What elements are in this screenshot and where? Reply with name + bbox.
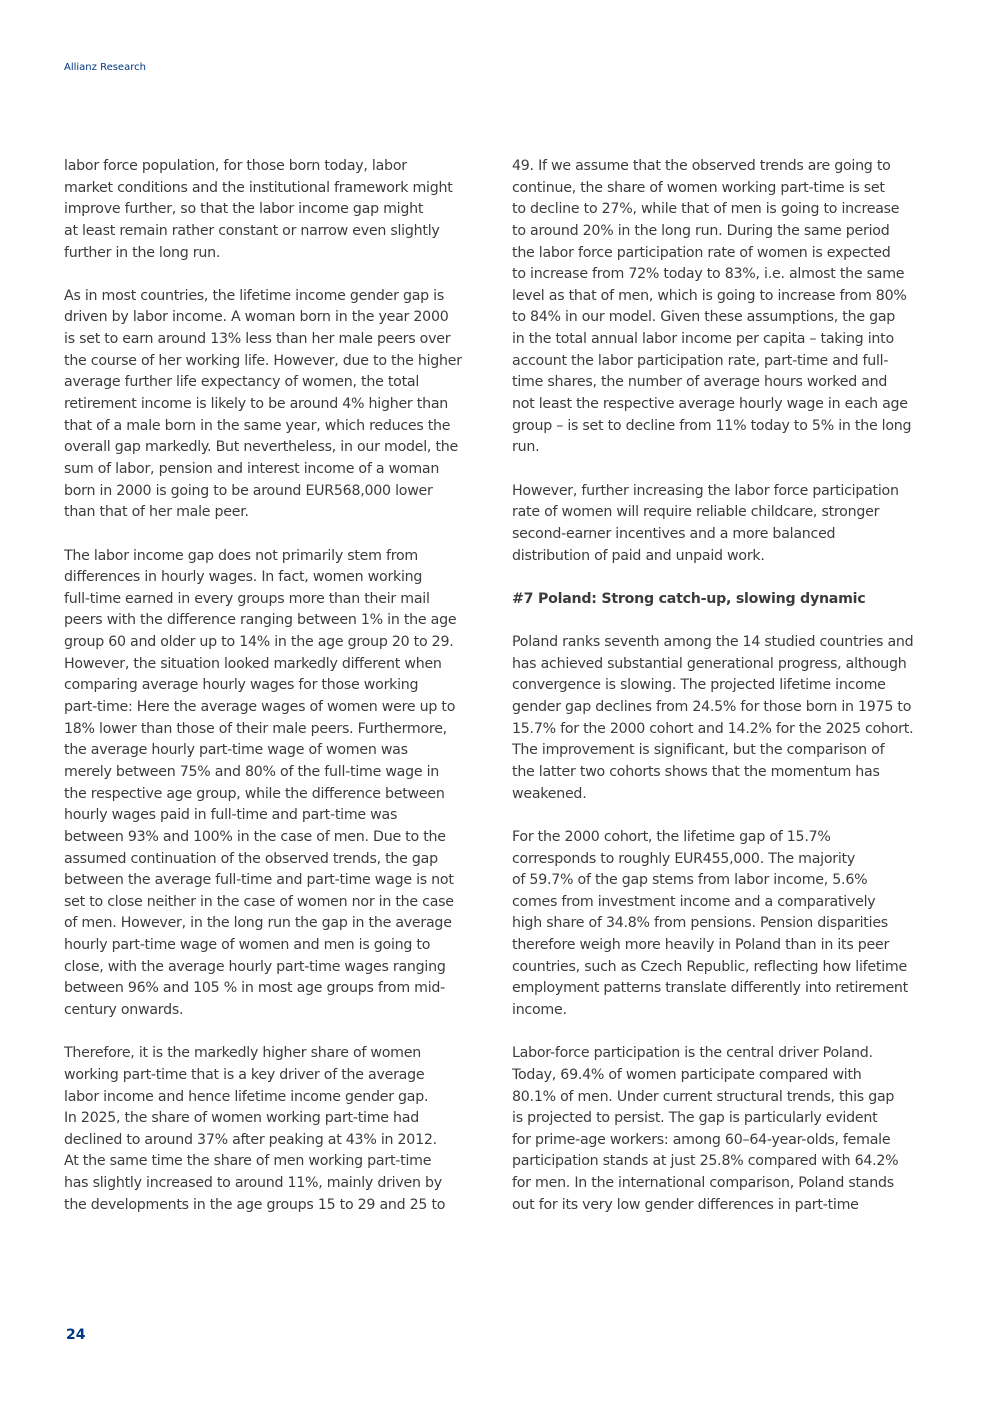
text-line: employment patterns translate differently into retirement <box>512 980 908 997</box>
text-line: overall gap markedly. But nevertheless, in our model, the <box>64 439 458 456</box>
text-line: comes from investment income and a comparatively <box>512 893 876 910</box>
text-line: As in most countries, the lifetime income gender gap is <box>64 287 444 304</box>
text-line: Labor-force participation is the central driver Poland. <box>512 1045 873 1062</box>
text-line: countries, such as Czech Republic, reflecting how lifetime <box>512 958 907 975</box>
text-line: working part-time that is a key driver of the average <box>64 1066 425 1083</box>
text-line: merely between 75% and 80% of the full-time wage in <box>64 763 440 780</box>
paragraph <box>64 286 494 524</box>
text-line: the latter two cohorts shows that the momentum has <box>512 763 880 780</box>
text-line: driven by labor income. A woman born in the year 2000 <box>64 309 449 326</box>
text-line: labor income and hence lifetime income gender gap. <box>64 1088 429 1105</box>
text-line: corresponds to roughly EUR455,000. The majority <box>512 850 855 867</box>
text-line: labor force population, for those born today, labor <box>64 158 407 174</box>
text-line: at least remain rather constant or narrow even slightly <box>64 222 440 239</box>
text-line: to 84% in our model. Given these assumptions, the gap <box>512 309 896 326</box>
running-header: Allianz Research <box>64 62 146 73</box>
text-line: However, further increasing the labor force participation <box>512 482 899 499</box>
text-line: gender gap declines from 24.5% for those born in 1975 to <box>512 699 912 716</box>
paragraph <box>512 632 942 805</box>
text-line: sum of labor, pension and interest income of a woman <box>64 460 440 477</box>
text-line: run. <box>512 439 540 456</box>
text-line: has achieved substantial generational progress, although <box>512 655 907 672</box>
text-line: to increase from 72% today to 83%, i.e. almost the same <box>512 266 905 283</box>
text-line: between 96% and 105 % in most age groups from mid- <box>64 980 446 997</box>
text-line: second-earner incentives and a more balanced <box>512 525 836 542</box>
text-line: declined to around 37% after peaking at 43% in 2012. <box>64 1131 437 1148</box>
text-line: At the same time the share of men working part-time <box>64 1153 432 1170</box>
text-line: hourly part-time wage of women and men is going to <box>64 937 431 954</box>
text-line: Today, 69.4% of women participate compared with <box>512 1066 862 1083</box>
text-line: the developments in the age groups 15 to 29 and 25 to <box>64 1196 446 1213</box>
text-line: in the total annual labor income per capita – taking into <box>512 331 894 348</box>
text-line: The improvement is significant, but the comparison of <box>512 742 885 759</box>
text-line: convergence is slowing. The projected lifetime income <box>512 677 886 694</box>
text-line: hourly wages paid in full-time and part-time was <box>64 807 398 824</box>
paragraph <box>512 1043 942 1216</box>
text-line: peers with the difference ranging between 1% in the age <box>64 612 457 629</box>
text-line: high share of 34.8% from pensions. Pension disparities <box>512 915 888 932</box>
text-line: out for its very low gender differences in part-time <box>512 1196 859 1213</box>
text-line: than that of her male peer. <box>64 504 249 521</box>
text-line: market conditions and the institutional framework might <box>64 179 453 196</box>
text-line: participation stands at just 25.8% compared with 64.2% <box>512 1153 899 1170</box>
text-line: comparing average hourly wages for those working <box>64 677 419 694</box>
section-heading <box>512 589 942 611</box>
text-line: therefore weigh more heavily in Poland than in its peer <box>512 937 890 954</box>
page-number: 24 <box>66 1327 86 1343</box>
right-column <box>512 156 942 1238</box>
text-line: for men. In the international comparison, Poland stands <box>512 1175 894 1192</box>
text-line: rate of women will require reliable childcare, stronger <box>512 504 880 521</box>
text-line: retirement income is likely to be around 4% higher than <box>64 396 449 413</box>
text-line: The labor income gap does not primarily stem from <box>64 547 419 564</box>
text-line: group – is set to decline from 11% today to 5% in the long <box>512 417 912 434</box>
text-line: improve further, so that the labor income gap might <box>64 201 424 218</box>
text-line: 80.1% of men. Under current structural trends, this gap <box>512 1088 895 1105</box>
text-line: distribution of paid and unpaid work. <box>512 547 765 564</box>
text-line: part-time: Here the average wages of women were up to <box>64 699 456 716</box>
text-line: full-time earned in every groups more than their mail <box>64 590 430 607</box>
paragraph <box>512 481 942 568</box>
text-line: not least the respective average hourly wage in each age <box>512 396 908 413</box>
text-line: time shares, the number of average hours worked and <box>512 374 888 391</box>
text-line: set to close neither in the case of women nor in the case <box>64 893 454 910</box>
text-line: differences in hourly wages. In fact, women working <box>64 569 423 586</box>
paragraph <box>64 546 494 1022</box>
text-line: to decline to 27%, while that of men is going to increase <box>512 201 900 218</box>
text-line: is projected to persist. The gap is particularly evident <box>512 1110 878 1127</box>
text-line: the respective age group, while the difference between <box>64 785 445 802</box>
text-line: is set to earn around 13% less than her male peers over <box>64 331 451 348</box>
text-line: to around 20% in the long run. During the same period <box>512 222 890 239</box>
text-line: between 93% and 100% in the case of men. Due to the <box>64 828 446 845</box>
text-line: the average hourly part-time wage of women was <box>64 742 408 759</box>
paragraph <box>64 156 494 264</box>
text-line: level as that of men, which is going to increase from 80% <box>512 287 907 304</box>
text-line: for prime-age workers: among 60–64-year-olds, female <box>512 1131 891 1148</box>
text-line: weakened. <box>512 785 587 802</box>
text-line: In 2025, the share of women working part-time had <box>64 1110 419 1127</box>
text-line: 18% lower than those of their male peers. Furthermore, <box>64 720 447 737</box>
text-line: However, the situation looked markedly different when <box>64 655 442 672</box>
text-line: continue, the share of women working part-time is set <box>512 179 885 196</box>
text-line: the course of her working life. However, due to the higher <box>64 352 462 369</box>
text-line: has slightly increased to around 11%, mainly driven by <box>64 1175 442 1192</box>
text-line: of men. However, in the long run the gap in the average <box>64 915 452 932</box>
text-line: born in 2000 is going to be around EUR568,000 lower <box>64 482 433 499</box>
text-line: of 59.7% of the gap stems from labor income, 5.6% <box>512 872 868 889</box>
text-line: income. <box>512 1001 567 1018</box>
text-line: century onwards. <box>64 1001 184 1018</box>
text-line: Poland ranks seventh among the 14 studied countries and <box>512 634 914 651</box>
text-line: further in the long run. <box>64 244 221 261</box>
paragraph <box>512 827 942 1022</box>
paragraph <box>512 156 942 459</box>
text-line: 15.7% for the 2000 cohort and 14.2% for the 2025 cohort. <box>512 720 914 737</box>
text-line: that of a male born in the same year, which reduces the <box>64 417 451 434</box>
text-line: close, with the average hourly part-time wages ranging <box>64 958 446 975</box>
text-line: Therefore, it is the markedly higher share of women <box>64 1045 421 1062</box>
left-column <box>64 156 494 1238</box>
text-line: assumed continuation of the observed trends, the gap <box>64 850 438 867</box>
text-line: average further life expectancy of women, the total <box>64 374 420 391</box>
text-line: account the labor participation rate, part-time and full- <box>512 352 889 369</box>
text-line: #7 Poland: Strong catch-up, slowing dynamic <box>512 590 866 607</box>
text-line: between the average full-time and part-time wage is not <box>64 872 454 889</box>
paragraph <box>64 1043 494 1216</box>
text-line: the labor force participation rate of women is expected <box>512 244 891 261</box>
text-line: group 60 and older up to 14% in the age group 20 to 29. <box>64 634 454 651</box>
text-line: For the 2000 cohort, the lifetime gap of 15.7% <box>512 828 831 845</box>
text-line: 49. If we assume that the observed trends are going to <box>512 158 891 174</box>
